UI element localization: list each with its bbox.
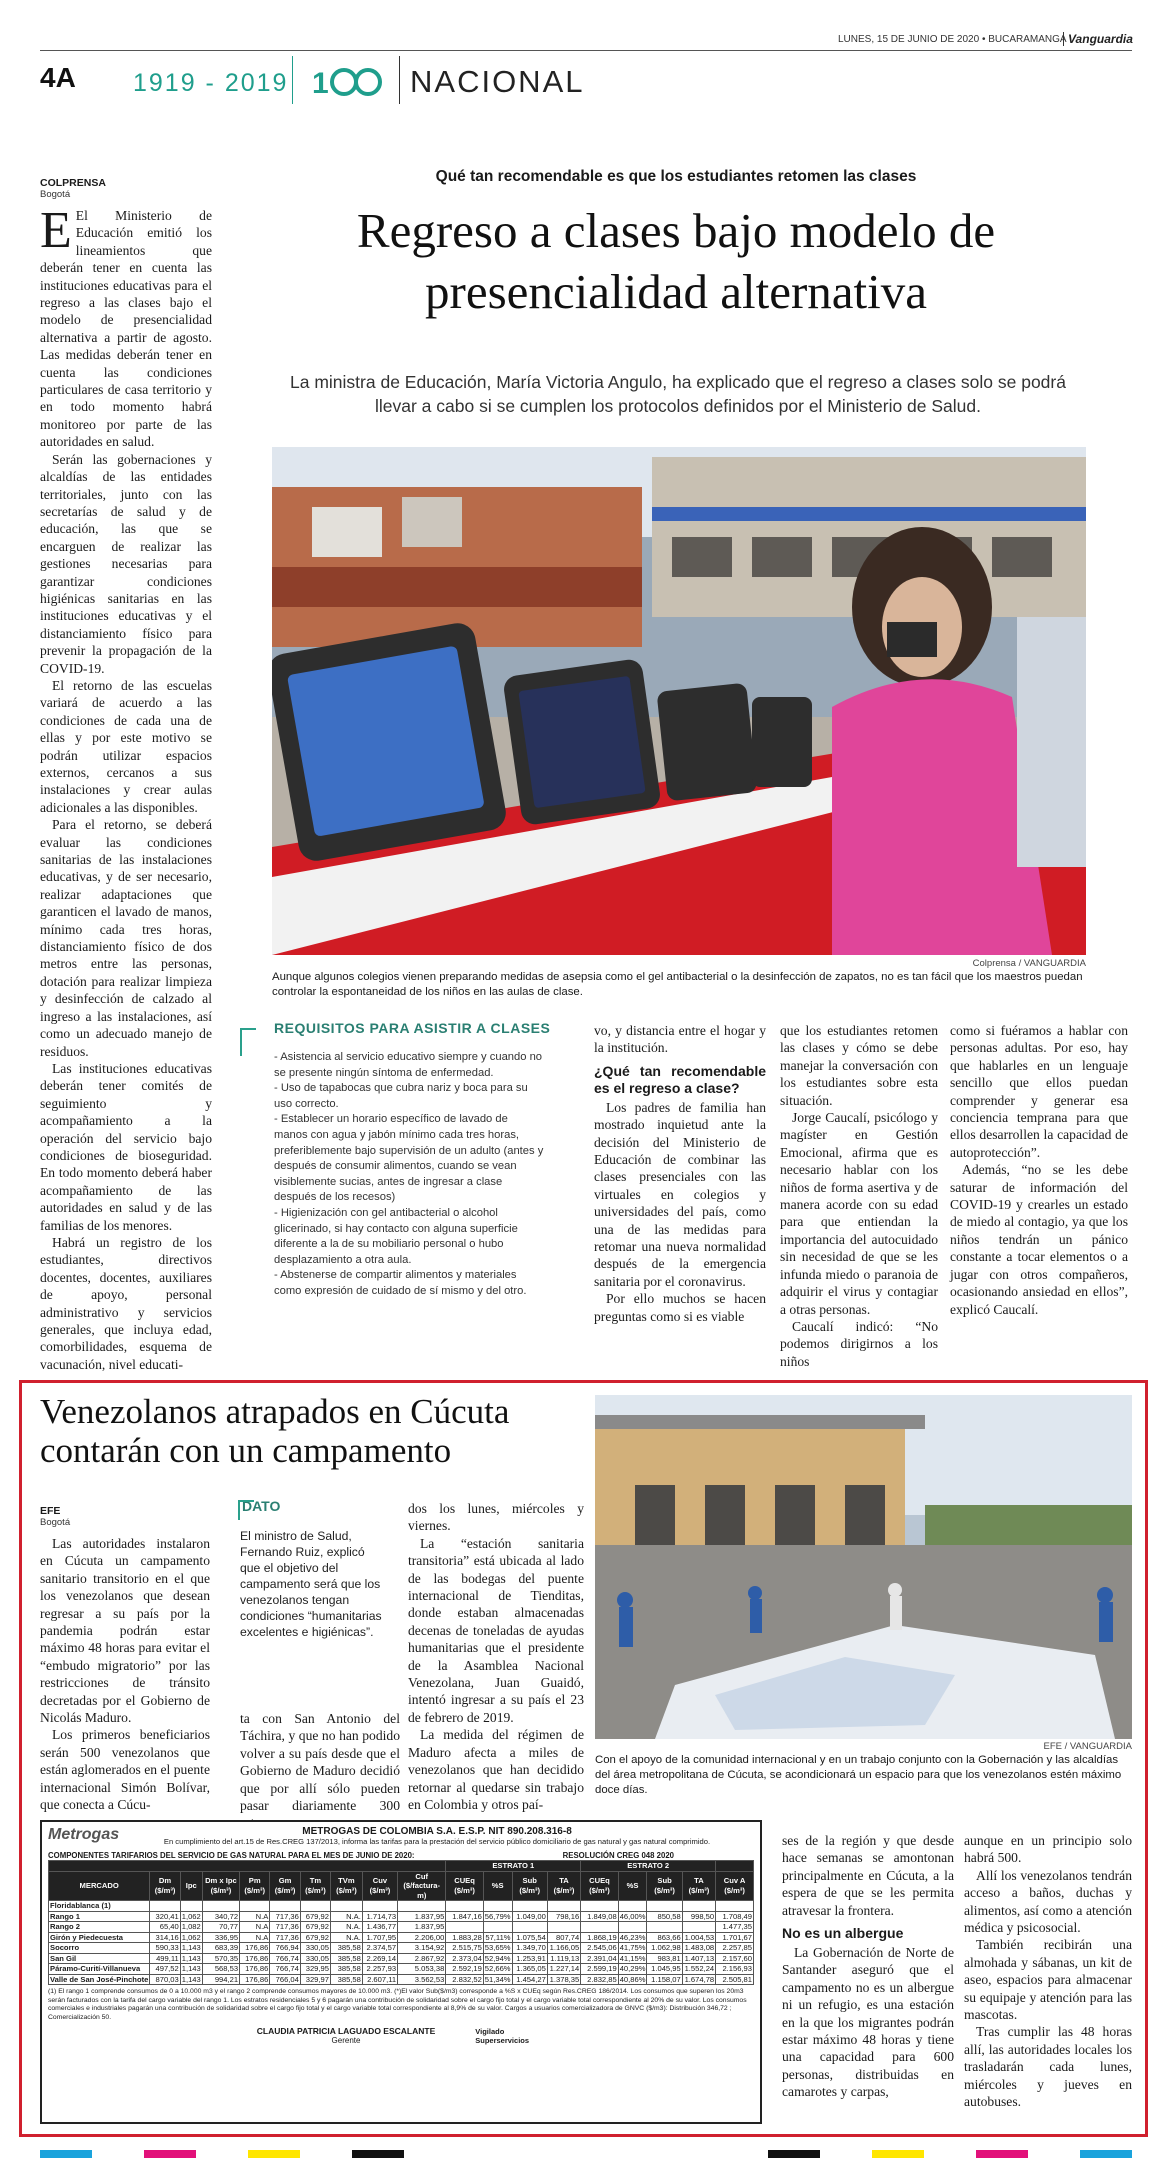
tariff-header-cell: CUEq ($/m³)	[581, 1871, 618, 1901]
tariff-cell: 385,58	[330, 1964, 362, 1975]
tariff-cell	[618, 1922, 647, 1933]
tariff-cell: 385,58	[330, 1943, 362, 1954]
tariff-cell: N.A.	[330, 1932, 362, 1943]
tariff-cell: 56,79%	[484, 1911, 511, 1921]
tariff-row	[49, 1943, 754, 1954]
printer-color-bar	[40, 2150, 1132, 2158]
tariff-cell: 1,062	[181, 1932, 201, 1942]
tariff-header-cell: Cuf ($/factura-m)	[398, 1871, 446, 1901]
article1-city: Bogotá	[40, 189, 71, 200]
article1-paragraph: Además, “no se les debe saturar de información del COVID-19 y crearles un estado de miedo al contagio, ya que los niños tendrán un pánico constante a tocar elementos o a jugar con otros compañeros, ocasionando ansiedad en ellos”, explicó Caucalí.	[950, 1162, 1128, 1317]
tariff-cell	[647, 1922, 682, 1933]
requisites-box	[240, 1020, 552, 1330]
tariff-cell: 870,03	[150, 1974, 180, 1985]
tariff-cell: 46,23%	[619, 1932, 646, 1942]
tariff-cell: 1.378,35	[547, 1974, 580, 1985]
article2-paragraph: Allí los venezolanos tendrán acceso a baños, duchas y alimentos, así como a atención médica y psicosocial.	[964, 1867, 1132, 1936]
tariff-cell: 850,58	[647, 1911, 682, 1922]
tariff-row	[49, 1953, 754, 1964]
requisite-item: - Higienización con gel antibacterial o alcohol glicerinado, si hay contacto con alguna superficie diferente a la de su mobiliario personal o hubo desplazamiento a otra aula.	[274, 1206, 518, 1266]
tariff-header-cell: Dm x Ipc ($/m³)	[202, 1871, 239, 1901]
tariff-header-cell: Sub ($/m³)	[647, 1871, 682, 1901]
tariff-cell: 2.257,93	[362, 1964, 397, 1975]
tariff-cell: 1.847,16	[446, 1911, 483, 1922]
page-number: 4A	[40, 62, 76, 93]
anniversary-100-icon	[312, 66, 388, 98]
article1-photo-credit: Colprensa / VANGUARDIA	[972, 958, 1086, 969]
tariff-cell: 717,36	[270, 1922, 301, 1933]
tariff-cell	[682, 1922, 715, 1933]
tariff-cell: Valle de San José-Pinchote	[50, 1974, 149, 1984]
tariff-row	[49, 1911, 754, 1922]
tariff-cell: 51,34%	[484, 1974, 511, 1984]
tariff-cell	[512, 1922, 547, 1933]
metrogas-logo: Metrogas	[48, 1826, 120, 1843]
tariff-header-cell: %S	[483, 1871, 512, 1901]
article1-paragraph: E El Ministerio de Educación emitió los lineamientos que deberán tener en cuenta las instituciones educativas para el regreso a las clases bajo el modelo de presencialidad alternativa a partir de agosto. Las medidas deberán tener en cuenta las condiciones particulares de casa territorio y en todo momento habrá monitoreo por parte de las autoridades en salud.	[40, 202, 212, 450]
tariff-header-cell: Pm ($/m³)	[240, 1871, 270, 1901]
tariff-cell: 53,65%	[484, 1943, 511, 1952]
tariff-cell: N.A	[240, 1922, 270, 1933]
article1-paragraph: Habrá un registro de los estudiantes, directivos docentes, docentes, auxiliares de apoyo, personal administrativo y servicios generales, que incluya edad, comorbilidades, esquema de vacunación, nivel educati-	[40, 1234, 212, 1372]
tariff-cell: 2.374,57	[362, 1943, 397, 1954]
tariff-cell: 1,143	[181, 1953, 201, 1963]
tariff-cell	[240, 1901, 270, 1912]
tariff-cell: 1.062,98	[647, 1943, 682, 1954]
tariff-cell	[512, 1901, 547, 1912]
brand-logo: Vanguardia	[1063, 32, 1133, 46]
tariff-cell: 320,41	[150, 1911, 180, 1922]
tariff-cell: 176,86	[240, 1974, 270, 1985]
tariff-group-blank	[49, 1861, 446, 1872]
tariff-cell: 2.156,93	[716, 1964, 754, 1975]
tariff-cell: 1.436,77	[362, 1922, 397, 1933]
article2-paragraph: dos los lunes, miércoles y viernes.	[408, 1501, 584, 1534]
article1-paragraph: Jorge Caucalí, psicólogo y magíster en Gestión Emocional, afirma que es necesario hablar con los niños de forma asertiva y de manera acorde con su edad para que entiendan la importancia del autocuidado sin necesidad de que se les infunda miedo o paranoia de adquirir el virus y contagiar a otras personas.	[780, 1110, 938, 1317]
article2-paragraph: La Gobernación de Norte de Santander aseguró que el campamento no es un albergue ni un refugio, es una estación en la que los migrantes podrán estar máximo 48 horas y tiene una capacidad para 600 personas, distribuidas en camarotes y carpas,	[782, 1945, 954, 2100]
tariff-cell: 683,39	[202, 1943, 239, 1954]
tariff-cell	[647, 1901, 682, 1912]
tariff-cell: 52,66%	[484, 1964, 511, 1973]
tariff-cell: 336,95	[202, 1932, 239, 1943]
tariff-row	[49, 1901, 754, 1912]
tariff-cell	[150, 1901, 180, 1912]
tariff-cell: 1.119,13	[547, 1953, 580, 1964]
tariff-cell: 1.253,91	[512, 1953, 547, 1964]
tariff-group-blank	[716, 1861, 754, 1872]
tariff-cell: 5.053,38	[398, 1964, 446, 1975]
ad-intro: En cumplimiento del art.15 de Res.CREG 137/2013, informa las tarifas para la prestación del servicio público domiciliario de gas natural y gas natural comprimido.	[163, 1837, 711, 1846]
article1-paragraph: Caucalí indicó: “No podemos dirigirnos a los niños	[780, 1318, 938, 1369]
tariff-cell: 1,143	[181, 1964, 201, 1973]
tariff-header-cell: Sub ($/m³)	[512, 1871, 547, 1901]
article2-paragraph: Tras cumplir las 48 horas allí, las autoridades locales los trasladarán cada lunes, miércoles y jueves en autobuses.	[964, 2024, 1132, 2110]
tariff-cell: 3.562,53	[398, 1974, 446, 1985]
article1-paragraph: Las instituciones educativas deberán tener comités de seguimiento y acompañamiento a la operación del servicio bajo condiciones de bioseguridad. En todo momento deberá haber acompañamiento de las autoridades en salud y de las familias de los menores.	[40, 1060, 212, 1233]
requisite-item: - Uso de tapabocas que cubra nariz y boca para su uso correcto.	[274, 1082, 528, 1110]
tariff-cell: 766,94	[270, 1943, 301, 1954]
article1-caption: Aunque algunos colegios vienen preparando medidas de asepsia como el gel antibacterial o la desinfección de zapatos, no es tan fácil que los maestros puedan controlar la espontaneidad de los niños en las aulas de clase.	[272, 971, 1083, 998]
dateline: LUNES, 15 DE JUNIO DE 2020 • BUCARAMANGA	[838, 34, 1067, 45]
anniversary-logo	[312, 66, 388, 98]
tariff-cell: 679,92	[300, 1922, 330, 1933]
tariff-cell: 807,74	[547, 1932, 580, 1943]
tariff-cell: 497,52	[150, 1964, 180, 1975]
tariff-cell: 385,58	[330, 1953, 362, 1964]
header-divider-2	[399, 56, 400, 104]
tariff-cell: 766,74	[270, 1964, 301, 1975]
tariff-cell: 590,33	[150, 1943, 180, 1954]
header-rule	[40, 50, 1132, 51]
tariff-cell: 41,15%	[619, 1953, 646, 1963]
tariff-cell	[202, 1901, 239, 1912]
tariff-cell: 2.832,85	[581, 1974, 618, 1985]
header-divider	[292, 56, 293, 104]
tariff-cell: 1.483,08	[682, 1943, 715, 1954]
tariff-header-cell: TA ($/m³)	[682, 1871, 715, 1901]
article2-city: Bogotá	[40, 1517, 71, 1528]
tariff-cell	[682, 1901, 715, 1912]
tariff-cell	[581, 1922, 618, 1933]
tariff-cell: 2.515,75	[446, 1943, 483, 1954]
svg-text:1: 1	[312, 67, 329, 98]
tariff-row	[49, 1922, 754, 1933]
article1-column-3	[594, 1022, 766, 1325]
article1-agency: COLPRENSA	[40, 177, 106, 189]
tariff-cell: 330,05	[300, 1943, 330, 1954]
tariff-cell: 40,29%	[619, 1964, 646, 1973]
article2-subhead: No es un albergue	[782, 1925, 904, 1942]
article1-paragraph: Los padres de familia han mostrado inquietud ante la decisión del Ministerio de Educación de combinar las clases presenciales con las virtuales en colegios y universidades del país, como una de las medidas para retomar una nueva normalidad después de la emergencia sanitaria por el coronavirus.	[594, 1099, 766, 1289]
tariff-cell: 52,94%	[484, 1953, 511, 1963]
tariff-table	[48, 1860, 754, 1985]
tariff-cell: 766,04	[270, 1974, 301, 1985]
tariff-cell: 57,11%	[483, 1932, 512, 1943]
tariff-cell	[547, 1901, 580, 1912]
tariff-header-cell: Tm ($/m³)	[300, 1871, 330, 1901]
section-title: NACIONAL	[410, 64, 585, 99]
article1-paragraph: vo, y distancia entre el hogar y la institución.	[594, 1023, 766, 1056]
article2-column-3	[408, 1500, 584, 1813]
tariff-cell: 717,36	[270, 1911, 301, 1922]
article1-paragraph: como si fuéramos a hablar con personas adultas. Por eso, hay que hablarles en un lenguaje sencillo que ellos puedan comprender y generar esa conciencia temprana para que ellos desarrollen la capacidad de autoprotección”.	[950, 1023, 1128, 1160]
article2-photo-credit: EFE / VANGUARDIA	[1043, 1741, 1132, 1752]
article2-column-5	[964, 1832, 1132, 2111]
article1-column-4	[780, 1022, 938, 1370]
article1-paragraph: Para el retorno, se deberá evaluar las condiciones sanitarias de las instalaciones educativas, y de ser necesario, realizar adaptaciones que garanticen el lavado de manos, mínimo cada tres horas, distanciamiento físico de dos metros entre las personas, dotación para realizar limpieza y desinfección de calzado al ingreso a las instalaciones, así como un adecuado manejo de residuos.	[40, 817, 212, 1059]
tariff-cell: 679,92	[300, 1932, 330, 1943]
article1-paragraph: que los estudiantes retomen las clases y cómo se debe manejar la conversación con los estudiantes sobre esta situación.	[780, 1023, 938, 1108]
tariff-cell	[581, 1901, 618, 1912]
drop-cap: E	[40, 202, 72, 259]
tariff-group-estrato1: ESTRATO 1	[446, 1861, 581, 1872]
tariff-cell	[180, 1901, 202, 1912]
tariff-cell: 863,66	[647, 1932, 682, 1943]
tariff-cell: 176,86	[240, 1964, 270, 1975]
tariff-header-cell: Cuv ($/m³)	[362, 1871, 397, 1901]
tariff-cell: 1.349,70	[512, 1943, 547, 1954]
tariff-cell: 330,05	[300, 1953, 330, 1964]
superservicios-logo: Vigilado Superservicios	[475, 2027, 530, 2046]
tariff-cell: 679,92	[300, 1911, 330, 1922]
requisites-list	[274, 1050, 544, 1300]
article1-headline: Regreso a clases bajo modelo de presencialidad alternativa	[356, 203, 996, 319]
tariff-cell: 329,97	[300, 1974, 330, 1985]
article2-paragraph: aunque en un principio solo habrá 500.	[964, 1833, 1132, 1866]
tariff-cell: 314,16	[150, 1932, 180, 1943]
tariff-cell: Girón y Piedecuesta	[49, 1932, 150, 1943]
ad-notes: (1) El rango 1 comprende consumos de 0 a 10.000 m3 y el rango 2 comprende consumos mayores de 10.000 m3. (*)El valor Sub($/m3) corresponde a %S x CUEq según Res.CREG 186/2014. Los consumos que superen los 20m3 serán facturados con la tarifa del cargo variable del rango 1. Los estratos residenciales 5 y 6 pagarán una contribución de solidaridad sobre el cargo fijo total y el cargo variable total correspondiente al 20% de su valor. Los consumos comerciales e industriales pagarán una contribución de solidaridad sobre el cargo fijo total y el cargo variable total correspondiente al 8,9% de su valor. Cargos a usuarios comercializadora de GNVC ($/m3): Distribución 346,72 ; Comercialización 50.	[48, 1988, 747, 2021]
requisite-item: - Asistencia al servicio educativo siempre y cuando no se presente ningún síntoma de enfermedad.	[274, 1051, 543, 1079]
ad-company: METROGAS DE COLOMBIA S.A. E.S.P. NIT 890.208.316-8	[302, 1826, 572, 1837]
article2-paragraph: La “estación sanitaria transitoria” está ubicada al lado de las bodegas del puente internacional de Tienditas, donde estaban almacenadas decenas de toneladas de ayudas humanitarias que el presidente de la Asamblea Nacional Venezolana, Juan Guaidó, intentó ingresar a su país el 23 de febrero de 2019.	[408, 1535, 584, 1725]
tariff-cell: 1.849,08	[581, 1911, 618, 1922]
dato-text: El ministro de Salud, Fernando Ruiz, explicó que el objetivo del campamento será que los venezolanos tengan condiciones “humanitarias excelentes e higiénicas”.	[240, 1529, 382, 1639]
dato-bracket	[238, 1500, 254, 1520]
tariff-cell: 1.708,49	[716, 1911, 754, 1922]
tariff-cell: 1,082	[181, 1922, 201, 1931]
requisite-item: - Abstenerse de compartir alimentos y materiales como expresión de cuidado de sí mismo y del otro.	[274, 1269, 527, 1297]
tariff-cell: 1.075,54	[512, 1932, 547, 1943]
ad-resolution: RESOLUCIÓN CREG 048 2020	[562, 1851, 674, 1860]
tariff-cell: 329,95	[300, 1964, 330, 1975]
tariff-cell	[483, 1922, 512, 1933]
article2-headline: Venezolanos atrapados en Cúcuta contarán con un campamento	[40, 1392, 510, 1470]
tariff-cell	[270, 1901, 301, 1912]
tariff-header-cell: Gm ($/m³)	[270, 1871, 301, 1901]
tariff-header-cell: TVm ($/m³)	[330, 1871, 362, 1901]
ad-table-title: COMPONENTES TARIFARIOS DEL SERVICIO DE GAS NATURAL PARA EL MES DE JUNIO DE 2020:	[48, 1851, 415, 1860]
tariff-cell: N.A	[240, 1932, 270, 1943]
tariff-cell: 3.154,92	[398, 1943, 446, 1954]
tariff-cell: 994,21	[202, 1974, 239, 1985]
article1-subhead: ¿Qué tan recomendable es el regreso a clase?	[594, 1062, 766, 1096]
tariff-cell: 1.868,19	[581, 1932, 618, 1943]
article2-column-1	[40, 1535, 210, 1814]
tariff-cell	[618, 1901, 647, 1912]
years-label: 1919 - 2019	[133, 69, 289, 97]
tariff-cell: 1.477,35	[716, 1922, 754, 1933]
tariff-cell: 1.707,95	[362, 1932, 397, 1943]
tariff-cell: Rango 2	[49, 1922, 150, 1933]
tariff-cell	[716, 1901, 754, 1912]
article2-column-4	[782, 1832, 954, 2101]
tariff-header-cell: Ipc	[180, 1871, 202, 1901]
tariff-cell: 2.391,04	[581, 1953, 618, 1964]
article1-paragraph: Serán las gobernaciones y alcaldías de las entidades territoriales, junto con las secretarías de salud y de educación, las que se encarguen de realizar las gestiones necesarias para garantizar condiciones higiénicas sanitarias en las instituciones educativas y el distanciamiento físico para prevenir la propagación de la COVID-19.	[40, 451, 212, 676]
tariff-cell: 2.599,19	[581, 1964, 618, 1975]
tariff-cell: 1.049,00	[512, 1911, 547, 1922]
tariff-cell: 1.227,14	[547, 1964, 580, 1975]
tariff-cell: 2.206,00	[398, 1932, 446, 1943]
tariff-cell: N.A	[240, 1911, 270, 1922]
tariff-cell: 2.269,14	[362, 1953, 397, 1964]
tariff-cell: 2.157,60	[716, 1953, 754, 1964]
ad-signer-role: Gerente	[331, 2036, 361, 2046]
tariff-cell: 1,143	[181, 1974, 201, 1984]
tariff-cell: 1.552,24	[682, 1964, 715, 1975]
tariff-cell: 1.004,53	[682, 1932, 715, 1943]
tariff-cell: 1.158,07	[647, 1974, 682, 1985]
tariff-cell: 1.045,95	[647, 1964, 682, 1975]
tariff-cell: 340,72	[202, 1911, 239, 1922]
tariff-cell: 40,86%	[619, 1974, 646, 1984]
tariff-cell: 1,143	[181, 1943, 201, 1952]
tariff-cell	[446, 1922, 483, 1933]
tariff-cell: Socorro	[49, 1943, 150, 1954]
tariff-row	[49, 1964, 754, 1975]
tariff-group-estrato2: ESTRATO 2	[581, 1861, 716, 1872]
tariff-cell: Floridablanca (1)	[49, 1901, 150, 1912]
tariff-cell: 1.674,78	[682, 1974, 715, 1985]
tariff-cell: 70,77	[202, 1922, 239, 1933]
article1-column-5	[950, 1022, 1128, 1318]
metrogas-ad	[40, 1820, 762, 2124]
classroom-tablets-photo	[272, 447, 1086, 955]
tariff-cell: 1.701,67	[716, 1932, 754, 1943]
ad-signer: CLAUDIA PATRICIA LAGUADO ESCALANTE	[256, 2026, 436, 2037]
tariff-cell: Rango 1	[49, 1911, 150, 1922]
tariff-header-cell: Dm ($/m³)	[150, 1871, 180, 1901]
tariff-cell: 41,75%	[619, 1943, 646, 1952]
tariff-cell	[362, 1901, 397, 1912]
article2-paragraph: Los primeros beneficiarios serán 500 venezolanos que están aglomerados en el puente internacional Simón Bolívar, que conecta a Cúcu-	[40, 1727, 210, 1813]
tariff-cell: 1.883,28	[446, 1932, 483, 1943]
tariff-cell: 2.592,19	[446, 1964, 483, 1975]
tariff-cell: 2.607,11	[362, 1974, 397, 1985]
dato-label: DATO	[242, 1498, 281, 1514]
tariff-cell	[547, 1922, 580, 1933]
tariff-cell: 717,36	[270, 1932, 301, 1943]
tariff-cell: N.A.	[330, 1922, 362, 1933]
tariff-cell	[398, 1901, 446, 1912]
tariff-cell: 983,81	[647, 1953, 682, 1964]
article1-paragraph: El retorno de las escuelas variará de acuerdo a las condiciones de cada una de ellas y por este motivo se podrán utilizar espacios externos, cercanos a sus instalaciones y crear aulas adicionales a las disponibles.	[40, 677, 212, 815]
tariff-cell: 766,74	[270, 1953, 301, 1964]
tariff-header-cell: TA ($/m³)	[547, 1871, 580, 1901]
tariff-cell: 798,16	[547, 1911, 580, 1922]
article1-column-1	[40, 202, 212, 1373]
tariff-cell	[483, 1901, 512, 1912]
tariff-cell: 2.832,52	[446, 1974, 483, 1985]
tariff-header-cell: MERCADO	[49, 1871, 150, 1901]
article2-paragraph: ses de la región y que desde hace semanas se amontonan principalmente en Cúcuta, a la espera de que se les permita atravesar la frontera.	[782, 1833, 954, 1918]
box-bracket	[240, 1028, 256, 1056]
article2-caption: Con el apoyo de la comunidad internacional y en un trabajo conjunto con la Gobernación y las alcaldías del área metropolitana de Cúcuta, se acondicionará un espacio para que los venezolanos estén máximo doce días.	[595, 1754, 1122, 1796]
tariff-cell: 1.714,73	[362, 1911, 397, 1922]
tariff-cell: 998,50	[682, 1911, 715, 1922]
tariff-cell: 2.505,81	[716, 1974, 754, 1985]
tariff-cell: 568,53	[202, 1964, 239, 1975]
tariff-header-cell: %S	[618, 1871, 647, 1901]
article1-subtitle: La ministra de Educación, María Victoria Angulo, ha explicado que el regreso a clases solo se podrá llevar a cabo si se cumplen los protocolos definidos por el Ministerio de Salud.	[290, 372, 1066, 416]
tariff-cell: Páramo-Curití-Villanueva	[49, 1964, 150, 1975]
tariff-cell: N.A.	[330, 1911, 362, 1922]
tariff-cell: 2.257,85	[716, 1943, 754, 1954]
article1-kicker: Qué tan recomendable es que los estudiantes retomen las clases	[435, 168, 917, 185]
tariff-cell: 1.166,05	[547, 1943, 580, 1954]
tariff-cell: 65,40	[150, 1922, 180, 1933]
tariff-row	[49, 1932, 754, 1943]
article2-paragraph: La medida del régimen de Maduro afecta a miles de venezolanos que han decidido retornar al quedarse sin trabajo en Colombia y otros paí-	[408, 1727, 584, 1812]
tariff-cell: 176,86	[240, 1943, 270, 1954]
tariff-cell: 2.373,04	[446, 1953, 483, 1964]
article1-photo	[272, 447, 1086, 955]
tariff-cell: San Gil	[49, 1953, 150, 1964]
article2-paragraph: Las autoridades instalaron en Cúcuta un campamento sanitario transitorio en el que los venezolanos que desean regresar a su país por la pandemia podrán estar máximo 48 horas para evitar el “embudo migratorio” por las restricciones de tránsito decretadas por el Gobierno de Nicolás Maduro.	[40, 1536, 210, 1726]
tariff-cell: 1.407,13	[682, 1953, 715, 1964]
tariff-cell	[300, 1901, 330, 1912]
article2-column-2	[240, 1710, 400, 1832]
tariff-cell: 2.867,92	[398, 1953, 446, 1964]
tariff-header-cell: Cuv A ($/m³)	[716, 1871, 754, 1901]
article1-paragraph: Por ello muchos se hacen preguntas como si es viable	[594, 1291, 766, 1324]
requisites-box-title: REQUISITOS PARA ASISTIR A CLASES	[274, 1020, 551, 1036]
tariff-cell: 1.454,27	[512, 1974, 547, 1985]
tariff-cell: 2.545,06	[581, 1943, 618, 1954]
dato-box	[240, 1498, 386, 1640]
tariff-header-cell: CUEq ($/m³)	[446, 1871, 483, 1901]
article2-photo	[595, 1395, 1132, 1739]
tariff-cell: 1.837,95	[398, 1911, 446, 1922]
tariff-cell	[446, 1901, 483, 1912]
tariff-cell: 176,86	[240, 1953, 270, 1964]
tariff-cell: 385,58	[330, 1974, 362, 1985]
tariff-cell: 1.837,95	[398, 1922, 446, 1933]
tariff-cell: 1.365,05	[512, 1964, 547, 1975]
tariff-row	[49, 1974, 754, 1985]
cucuta-camp-photo	[595, 1395, 1132, 1739]
tariff-cell: 46,00%	[619, 1911, 646, 1921]
article2-paragraph: ta con San Antonio del Táchira, y que no han podido volver a su país desde que el Gobierno de Maduro decidió que por allí sólo pueden pasar diariamente 300	[240, 1711, 400, 1814]
tariff-cell	[330, 1901, 362, 1912]
tariff-cell: 1,062	[181, 1911, 201, 1921]
article2-agency: EFE	[40, 1505, 61, 1517]
tariff-cell: 570,35	[202, 1953, 239, 1964]
tariff-cell: 499,11	[150, 1953, 180, 1964]
requisite-item: - Establecer un horario específico de lavado de manos con agua y jabón mínimo cada tres horas, preferiblemente bajo supervisión de un adulto (antes y después de consumir alimentos, cuando se vean visiblemente sucias, antes de ingresar a clase después de los recesos)	[274, 1113, 544, 1204]
article2-paragraph: También recibirán una almohada y sábanas, un kit de aseo, espacios para almacenar su equipaje y atención para las mascotas.	[964, 1937, 1132, 2023]
